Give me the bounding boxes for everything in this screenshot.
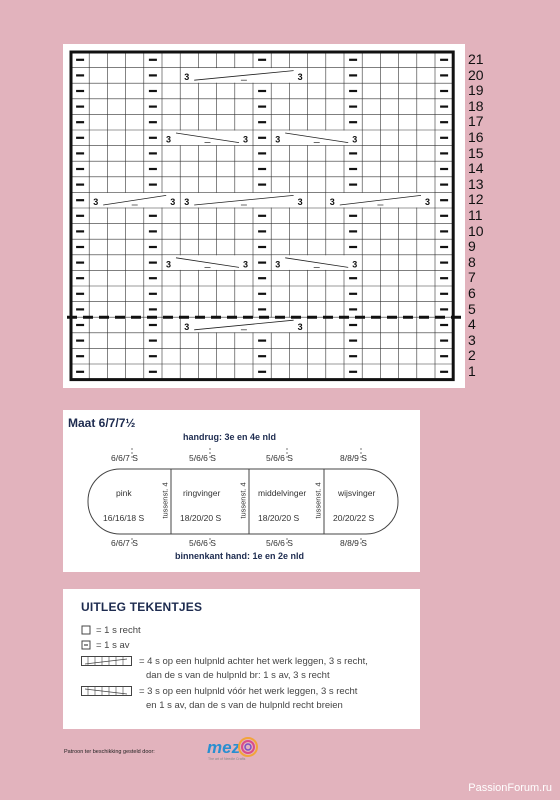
bottom-count-pink: 6/6/7 S [111, 538, 138, 548]
row-number: 16 [468, 129, 484, 145]
cable-label: 3 [297, 197, 303, 207]
cable-label: 3 [93, 197, 99, 207]
cable-front-symbol-icon [81, 686, 133, 696]
purl-symbol-icon [81, 640, 91, 650]
finger-count-index: 20/20/22 S [333, 513, 375, 523]
row-number: 8 [468, 253, 476, 270]
footer-credit: Patroon ter beschikking gesteld door: [64, 749, 155, 755]
cable-label: 3 [184, 197, 190, 207]
row-number: 1 [468, 363, 476, 379]
row-number: 21 [468, 51, 484, 67]
watermark: PassionForum.ru [468, 782, 552, 794]
row-number: 17 [468, 113, 484, 130]
row-number: 10 [468, 222, 484, 239]
row-number: 19 [468, 82, 484, 99]
cable-label: 3 [275, 134, 281, 145]
top-count-index: 8/8/9 S [340, 453, 367, 463]
knitting-chart [63, 44, 465, 388]
row-numbers [466, 50, 506, 390]
finger-name-ring: ringvinger [183, 488, 221, 498]
back-of-hand-label: handrug: 3e en 4e nld [183, 432, 277, 442]
top-count-ring: 5/6/6 S [189, 453, 216, 463]
cable-label: 3 [297, 321, 303, 332]
row-number: 2 [468, 347, 476, 364]
knit-symbol-icon [81, 625, 91, 635]
bottom-count-index: 8/8/9 S [340, 538, 367, 548]
finger-count-pink: 16/16/18 S [103, 513, 145, 523]
cable-label: 3 [170, 197, 176, 207]
legend-cable-front-text2: en 1 s av, dan de s van de hulpnld recht breien [146, 700, 343, 711]
cable-back-symbol-icon [81, 656, 133, 666]
row-number: 12 [468, 191, 484, 208]
cable-label: 3 [329, 197, 335, 207]
legend-knit-text: = 1 s recht [96, 625, 141, 636]
row-number: 18 [468, 97, 484, 114]
gusset-label: tussenst. 4 [238, 482, 248, 519]
cable-label: 3 [166, 134, 172, 145]
row-number: 7 [468, 269, 476, 286]
cable-label: 3 [352, 259, 358, 270]
cable-label: 3 [297, 72, 303, 83]
mez-swirl-icon [237, 736, 259, 758]
row-number: 6 [468, 285, 476, 301]
row-number: 5 [468, 300, 476, 317]
bottom-count-middle: 5/6/6 S [266, 538, 293, 548]
row-number: 14 [468, 160, 484, 177]
bottom-count-ring: 5/6/6 S [189, 538, 216, 548]
row-number: 20 [468, 66, 484, 83]
cable-label: 3 [243, 259, 249, 270]
top-count-pink: 6/6/7 S [111, 453, 138, 463]
gusset-label: tussenst. 4 [313, 482, 323, 519]
row-number: 4 [468, 316, 476, 333]
row-number: 9 [468, 238, 476, 255]
legend-card [63, 589, 420, 729]
finger-count-middle: 18/20/20 S [258, 513, 300, 523]
cable-label: 3 [166, 259, 172, 270]
row-number: 3 [468, 331, 476, 348]
legend-title: UITLEG TEKENTJES [81, 600, 203, 614]
mez-logo-text: mez [207, 738, 241, 757]
row-number: 13 [468, 175, 484, 192]
row-number: 15 [468, 144, 484, 161]
finger-count-ring: 18/20/20 S [180, 513, 222, 523]
cable-label: 3 [184, 321, 190, 332]
cable-label: 3 [275, 259, 281, 270]
palm-label: binnenkant hand: 1e en 2e nld [175, 551, 305, 561]
mez-logo[interactable] [207, 738, 246, 761]
cable-label: 3 [184, 72, 190, 83]
finger-name-index: wijsvinger [338, 488, 376, 498]
legend-purl-text: = 1 s av [96, 640, 130, 651]
cable-label: 3 [425, 197, 431, 207]
size-card [63, 410, 420, 572]
size-title: Maat 6/7/7½ [68, 416, 136, 430]
top-count-middle: 5/6/6 S [266, 453, 293, 463]
cable-label: 3 [352, 134, 358, 145]
legend-cable-back-text: = 4 s op een hulpnld achter het werk leggen, 3 s recht, [139, 656, 368, 667]
chart-card [63, 44, 465, 388]
legend-cable-front-text: = 3 s op een hulpnld vóór het werk leggen, 3 s recht [139, 686, 358, 697]
legend-cable-back-text2: dan de s van de hulpnld br: 1 s av, 3 s recht [146, 670, 330, 681]
finger-name-middle: middelvinger [258, 488, 307, 498]
row-number: 11 [468, 207, 483, 223]
finger-name-pink: pink [116, 488, 132, 498]
mez-logo-subtitle: The art of Needle Crafts [208, 757, 246, 761]
gusset-label: tussenst. 4 [160, 482, 170, 519]
cable-label: 3 [243, 134, 249, 145]
